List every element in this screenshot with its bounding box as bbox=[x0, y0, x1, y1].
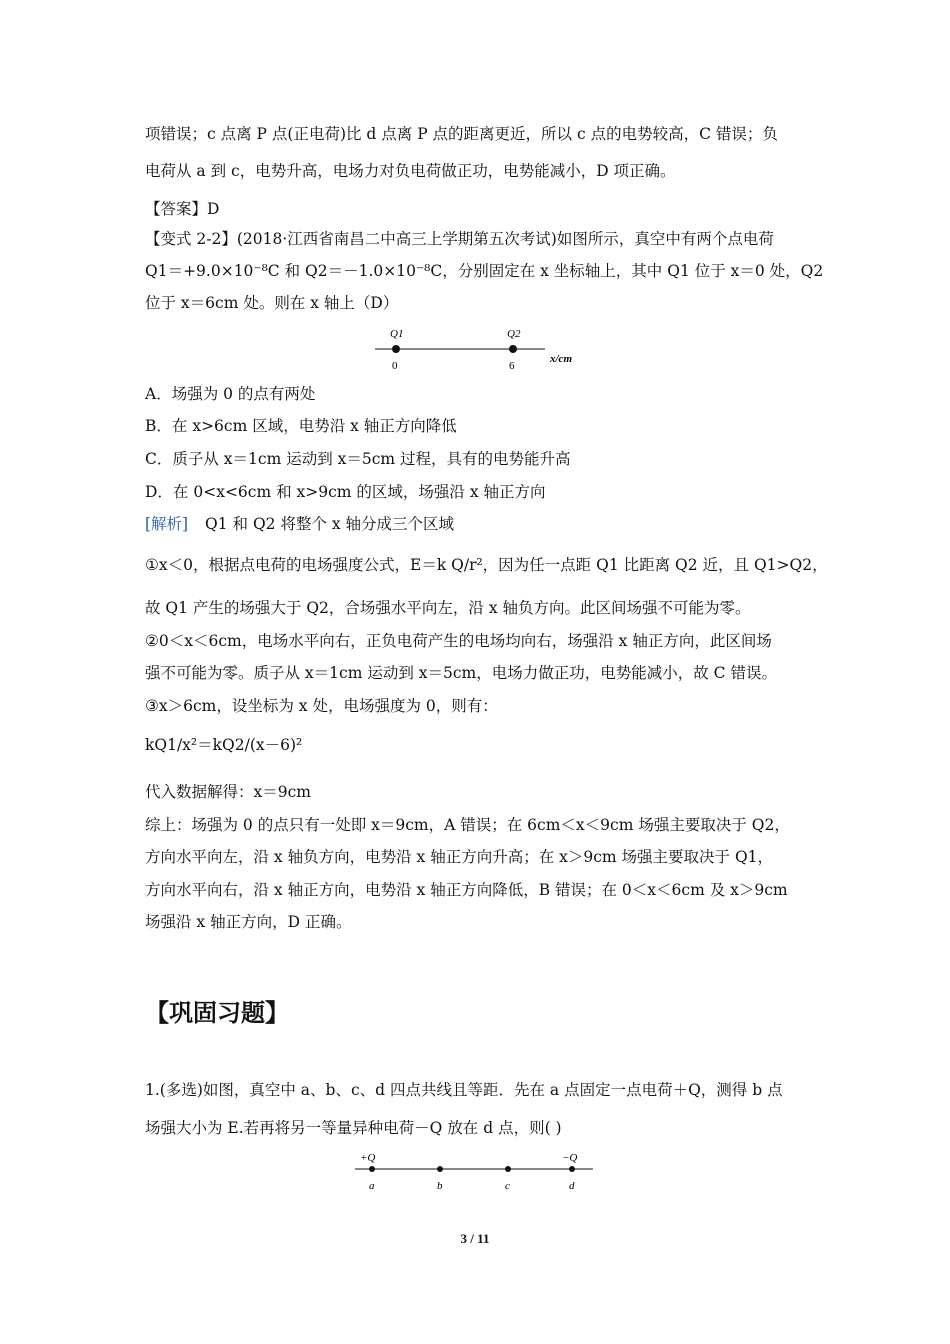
text-line: 电荷从 a 到 c，电势升高，电场力对负电荷做正功，电势能减小，D 项正确。 bbox=[145, 162, 676, 180]
charge-q2-dot bbox=[509, 345, 517, 353]
variant-title: 【变式 2-2】(2018·江西省南昌二中高三上学期第五次考试)如图所示，真空中有两个点电荷 bbox=[145, 230, 774, 248]
option-a: A．场强为 0 的点有两处 bbox=[145, 385, 316, 403]
charge-axis-figure bbox=[370, 322, 590, 377]
text-line: ③x＞6cm，设坐标为 x 处，电场强度为 0，则有： bbox=[145, 697, 498, 715]
text-line: 项错误；c 点离 P 点(正电荷)比 d 点离 P 点的距离更近，所以 c 点的电势较高，C 错误；负 bbox=[145, 125, 778, 143]
question-line: 场强大小为 E.若再将另一等量异种电荷－Q 放在 d 点，则( ) bbox=[145, 1119, 562, 1137]
minus-q-label: −Q bbox=[562, 1152, 578, 1164]
text-line: 强不可能为零。质子从 x＝1cm 运动到 x＝5cm，电场力做正功，电势能减小，故 C 错误。 bbox=[145, 664, 777, 682]
tick-label: 6 bbox=[509, 360, 515, 372]
axis-label: x/cm bbox=[550, 353, 572, 365]
answer-line: 【答案】D bbox=[145, 200, 220, 218]
charge-q2-label: Q2 bbox=[507, 328, 521, 340]
point-a-label: a bbox=[369, 1180, 375, 1192]
point-c-dot bbox=[505, 1166, 511, 1172]
charge-q1-dot bbox=[392, 345, 400, 353]
option-b: B．在 x>6cm 区域，电势沿 x 轴正方向降低 bbox=[145, 417, 457, 435]
question-line: 1.(多选)如图，真空中 a、b、c、d 四点共线且等距．先在 a 点固定一点电荷＋Q，测得 b 点 bbox=[145, 1081, 783, 1099]
text-line: 代入数据解得：x＝9cm bbox=[145, 783, 311, 801]
point-d-label: d bbox=[569, 1180, 575, 1192]
point-d-dot bbox=[569, 1166, 575, 1172]
point-b-label: b bbox=[437, 1180, 443, 1192]
point-b-dot bbox=[437, 1166, 443, 1172]
text-line: 方向水平向右，沿 x 轴正方向，电势沿 x 轴正方向降低，B 错误；在 0＜x＜6cm 及 x＞9cm bbox=[145, 881, 788, 899]
text-line: 位于 x＝6cm 处。则在 x 轴上（D） bbox=[145, 294, 399, 312]
analysis-text: Q1 和 Q2 将整个 x 轴分成三个区域 bbox=[205, 515, 455, 533]
page-number: 3 / 11 bbox=[460, 1231, 490, 1246]
equation: kQ1/x²＝kQ2/(x－6)² bbox=[145, 736, 303, 754]
option-d: D．在 0<x<6cm 和 x>9cm 的区域，场强沿 x 轴正方向 bbox=[145, 483, 546, 501]
text-line: 综上：场强为 0 的点只有一处即 x＝9cm，A 错误；在 6cm＜x＜9cm 场强主要取决于 Q2， bbox=[145, 816, 790, 834]
plus-q-label: +Q bbox=[360, 1152, 376, 1164]
option-c: C．质子从 x＝1cm 运动到 x＝5cm 过程，具有的电势能升高 bbox=[145, 450, 571, 468]
text-line: ①x＜0，根据点电荷的电场强度公式，E＝k Q/r²，因为任一点距 Q1 比距离 Q2 近，且 Q1>Q2， bbox=[145, 556, 828, 574]
point-a-dot bbox=[369, 1166, 375, 1172]
text-line: ②0＜x＜6cm，电场水平向右，正负电荷产生的电场均向右，场强沿 x 轴正方向，此区间场 bbox=[145, 632, 772, 650]
analysis-line bbox=[145, 514, 454, 534]
text-line: 场强沿 x 轴正方向，D 正确。 bbox=[145, 913, 352, 931]
section-heading: 【巩固习题】 bbox=[145, 999, 289, 1027]
analysis-label: [解析] bbox=[145, 515, 189, 533]
text-line: 故 Q1 产生的场强大于 Q2，合场强水平向左，沿 x 轴负方向。此区间场强不可能为零。 bbox=[145, 599, 751, 617]
point-c-label: c bbox=[505, 1180, 510, 1192]
tick-label: 0 bbox=[392, 360, 398, 372]
text-line: Q1＝+9.0×10⁻⁸C 和 Q2＝－1.0×10⁻⁸C，分别固定在 x 坐标轴上，其中 Q1 位于 x＝0 处，Q2 bbox=[145, 262, 824, 280]
four-points-figure bbox=[345, 1146, 605, 1196]
charge-q1-label: Q1 bbox=[390, 328, 404, 340]
text-line: 方向水平向左，沿 x 轴负方向，电势沿 x 轴正方向升高；在 x＞9cm 场强主要取决于 Q1， bbox=[145, 848, 774, 866]
